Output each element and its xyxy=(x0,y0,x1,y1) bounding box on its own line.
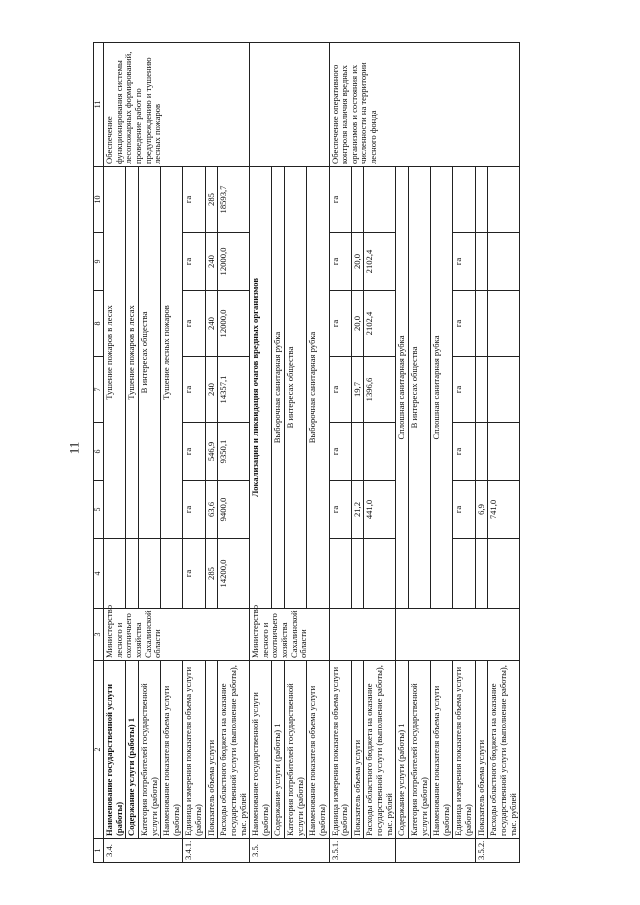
volume-indicator-name: Выборочная санитарная рубка xyxy=(307,167,329,609)
value-cell: 20,0 xyxy=(351,291,364,357)
value-cell xyxy=(351,539,364,609)
header-cell: 2 xyxy=(94,661,104,839)
data-table xyxy=(93,42,520,863)
value-cell xyxy=(351,423,364,481)
value-cell: 21,2 xyxy=(351,481,364,539)
row-label: Расходы областного бюджета на оказание государственной услуги (выполнение работы), тыс. рублей xyxy=(364,661,396,839)
service-name: Тушение пожаров в лесах xyxy=(104,167,126,539)
value-cell xyxy=(475,357,488,423)
service-content: Сплошная санитарная рубка xyxy=(396,167,409,609)
value-cell xyxy=(488,233,520,291)
consumer-category: В интересах общества xyxy=(138,167,160,539)
header-cell: 9 xyxy=(94,233,104,291)
row-label: Единица измерения показателя объема услуги (работы) xyxy=(453,661,475,839)
row-label: Наименование показателя объема услуги (работы) xyxy=(431,661,453,839)
service-name: Локализация и ликвидация очагов вредных организмов xyxy=(250,167,272,609)
row-label: Категория потребителей государственной услуги (работы) xyxy=(138,661,160,839)
header-cell: 5 xyxy=(94,481,104,539)
value-cell xyxy=(364,423,396,481)
row-label: Содержание услуги (работы) 1 xyxy=(396,661,409,839)
value-cell xyxy=(488,167,520,233)
row-label: Наименование показателя объема услуги (работы) xyxy=(161,661,183,839)
result-cell: Обеспечение функционирования системы лесопожарных формирований, проведение работ по предупреждению и тушению лесных пожаров xyxy=(104,43,250,167)
ministry-cell: Министерство лесного и охотничьего хозяйства Сахалинской области xyxy=(250,609,329,661)
value-cell: га xyxy=(183,291,205,357)
value-cell: га xyxy=(183,357,205,423)
value-cell: га xyxy=(183,233,205,291)
service-content: Выборочная санитарная рубка xyxy=(272,167,285,609)
row-label: Наименование государственной услуги (работы) xyxy=(250,661,272,839)
row-label: Единица измерения показателя объема услуги (работы) xyxy=(329,661,351,839)
row-label: Расходы областного бюджета на оказание государственной услуги (выполнение работы), тыс. рублей xyxy=(218,661,250,839)
value-cell: 63,6 xyxy=(205,481,218,539)
rotated-table-container xyxy=(93,43,625,863)
row-label: Показатель объема услуги xyxy=(205,661,218,839)
value-cell: га xyxy=(453,233,475,291)
result-cell: Обеспечение оперативного контроля наличия вредных организмов и состояния их численности на территории лесного фонда xyxy=(329,43,520,167)
value-cell: 2102,4 xyxy=(364,291,396,357)
header-cell: 7 xyxy=(94,357,104,423)
row-label: Единица измерения показателя объема услуги (работы) xyxy=(183,661,205,839)
value-cell xyxy=(453,167,475,233)
value-cell: га xyxy=(453,481,475,539)
value-cell: 240 xyxy=(205,233,218,291)
value-cell: 240 xyxy=(205,357,218,423)
value-cell: 14357,1 xyxy=(218,357,250,423)
value-cell xyxy=(351,167,364,233)
page-number: 11 xyxy=(66,441,82,455)
value-cell: 14200,0 xyxy=(218,539,250,609)
value-cell: 9400,0 xyxy=(218,481,250,539)
value-cell xyxy=(475,539,488,609)
value-cell: га xyxy=(329,233,351,291)
row-label: Категория потребителей государственной услуги (работы) xyxy=(285,661,307,839)
row-label: Показатель объема услуги xyxy=(351,661,364,839)
value-cell: 12000,0 xyxy=(218,291,250,357)
volume-indicator-name: Тушение лесных пожаров xyxy=(161,167,183,539)
row-label: Показатель объема услуги xyxy=(475,661,488,839)
header-cell: 6 xyxy=(94,423,104,481)
value-cell: га xyxy=(183,423,205,481)
section-number: 3.4. xyxy=(104,839,183,863)
value-cell: га xyxy=(453,291,475,357)
value-cell: га xyxy=(329,291,351,357)
value-cell: га xyxy=(329,423,351,481)
header-row xyxy=(94,43,104,863)
value-cell: га xyxy=(329,167,351,233)
table-row xyxy=(104,43,126,863)
value-cell: 2102,4 xyxy=(364,233,396,291)
subsection-number: 3.5.2. xyxy=(475,839,520,863)
header-cell: 1 xyxy=(94,839,104,863)
value-cell: 240 xyxy=(205,291,218,357)
volume-indicator-name: Сплошная санитарная рубка xyxy=(431,167,453,609)
value-cell: га xyxy=(453,423,475,481)
header-cell: 8 xyxy=(94,291,104,357)
value-cell: 9350,1 xyxy=(218,423,250,481)
value-cell: 741,0 xyxy=(488,481,520,539)
table-row xyxy=(250,43,272,863)
value-cell: 441,0 xyxy=(364,481,396,539)
table-row xyxy=(329,43,351,863)
value-cell: 546,9 xyxy=(205,423,218,481)
value-cell: 18593,7 xyxy=(218,167,250,233)
subsection-number: 3.4.1. xyxy=(183,839,250,863)
header-cell: 11 xyxy=(94,43,104,167)
value-cell: га xyxy=(183,481,205,539)
ministry-cell: Министерство лесного и охотничьего хозяйства Сахалинской области xyxy=(104,609,250,661)
value-cell: 285 xyxy=(205,167,218,233)
value-cell xyxy=(475,167,488,233)
value-cell xyxy=(475,233,488,291)
value-cell xyxy=(488,357,520,423)
subsection-number: 3.5.1. xyxy=(329,839,396,863)
row-label: Расходы областного бюджета на оказание государственной услуги (выполнение работы), тыс. рублей xyxy=(488,661,520,839)
header-cell: 10 xyxy=(94,167,104,233)
value-cell: га xyxy=(329,481,351,539)
value-cell: га xyxy=(183,539,205,609)
row-label: Содержание услуги (работы) 1 xyxy=(272,661,285,839)
row-label: Содержание услуги (работы) 1 xyxy=(126,661,139,839)
consumer-category: В интересах общества xyxy=(408,167,430,609)
value-cell: га xyxy=(453,357,475,423)
value-cell xyxy=(475,291,488,357)
value-cell xyxy=(488,291,520,357)
value-cell: 12000,0 xyxy=(218,233,250,291)
value-cell: га xyxy=(329,357,351,423)
value-cell xyxy=(453,539,475,609)
header-cell: 4 xyxy=(94,539,104,609)
value-cell: 285 xyxy=(205,539,218,609)
row-label: Наименование показателя объема услуги (работы) xyxy=(307,661,329,839)
value-cell xyxy=(329,539,351,609)
service-content: Тушение пожаров в лесах xyxy=(126,167,139,539)
value-cell xyxy=(488,423,520,481)
header-cell: 3 xyxy=(94,609,104,661)
value-cell xyxy=(364,539,396,609)
row-label: Наименование государственной услуги (работы) xyxy=(104,661,126,839)
section-number: 3.5. xyxy=(250,839,329,863)
value-cell xyxy=(488,539,520,609)
value-cell xyxy=(475,423,488,481)
value-cell: га xyxy=(183,167,205,233)
row-label: Категория потребителей государственной услуги (работы) xyxy=(408,661,430,839)
value-cell: 6,9 xyxy=(475,481,488,539)
value-cell: 1396,6 xyxy=(364,357,396,423)
value-cell xyxy=(364,167,396,233)
value-cell: 20,0 xyxy=(351,233,364,291)
value-cell: 19,7 xyxy=(351,357,364,423)
consumer-category: В интересах общества xyxy=(285,167,307,609)
